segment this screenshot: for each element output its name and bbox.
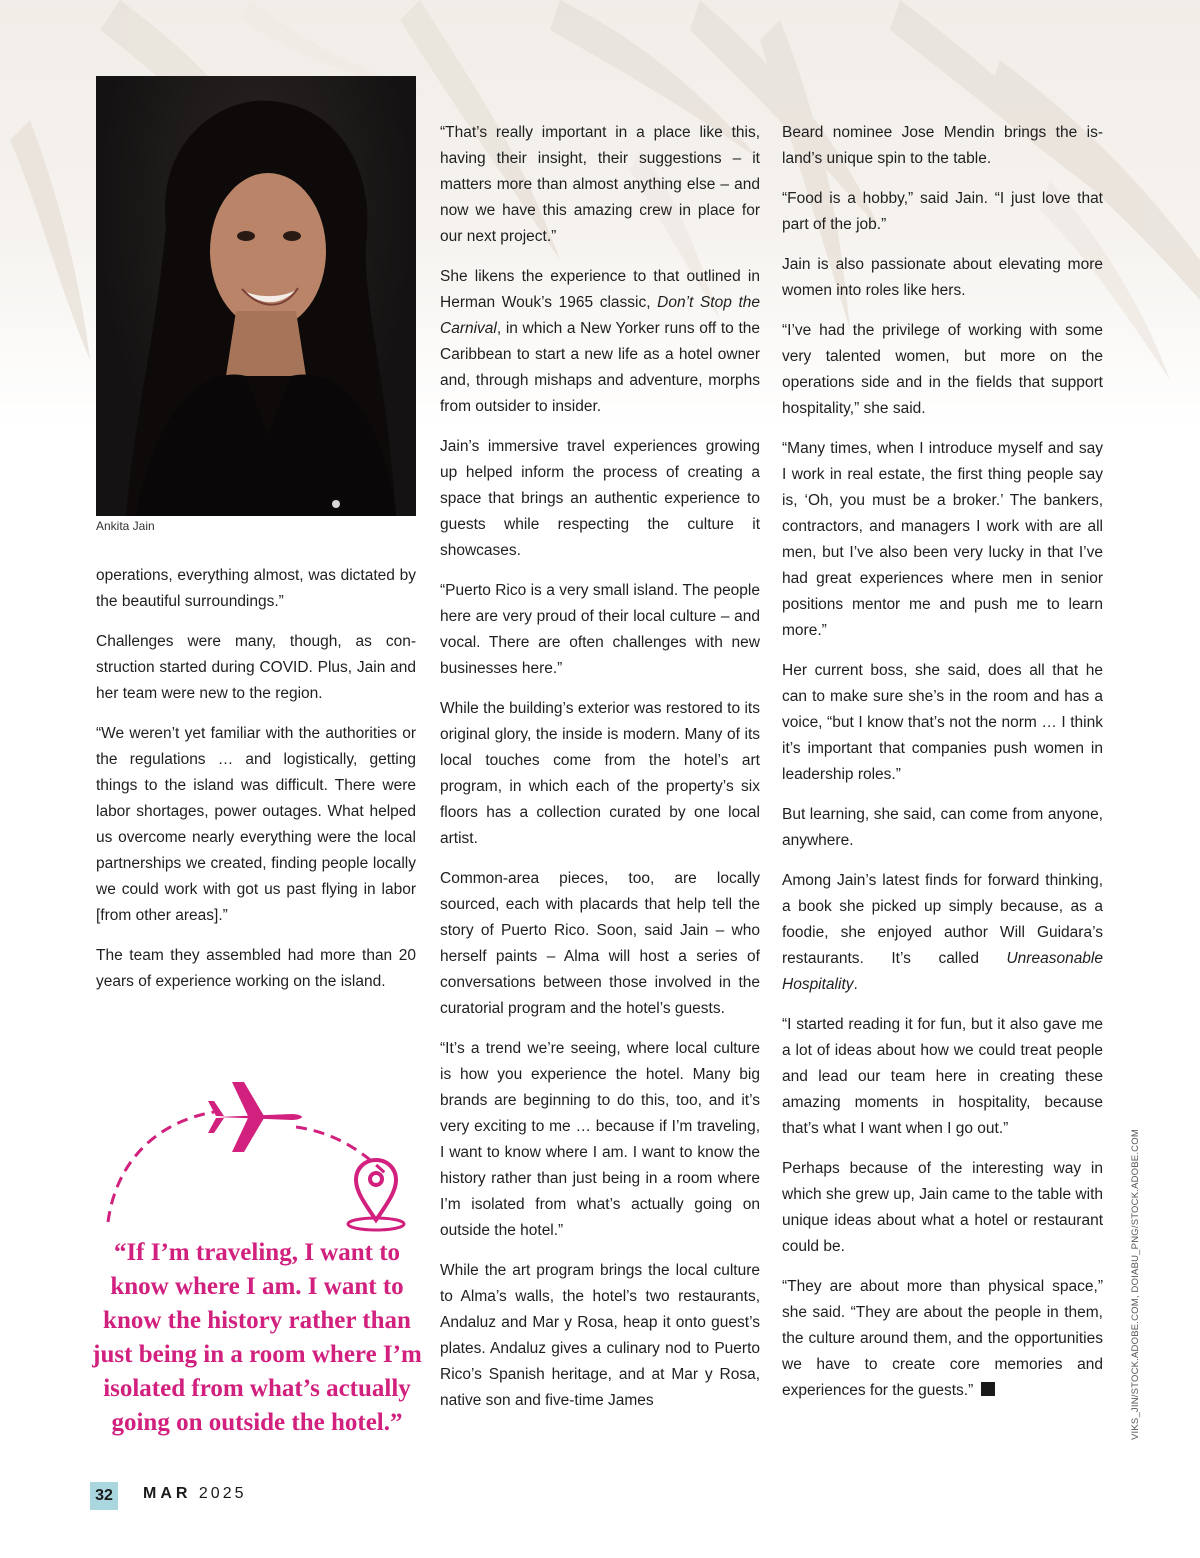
paragraph-text: “They are about more than physical space,” she said. “They are about the people in them, the culture around them, and the opportunities we have to create core memories and experiences for the guests.” bbox=[782, 1278, 1103, 1399]
paragraph: “I’ve had the privilege of working with some very talented women, but more on the operations side and in the fields that support hospitality,” she said. bbox=[782, 322, 1103, 417]
text-column-2 bbox=[440, 120, 760, 1428]
paragraph: Her current boss, she said, does all that he can to make sure she’s in the room and has a voice, “but I know that’s not the norm … I think it’s important that companies push women in leadership roles.” bbox=[782, 662, 1103, 783]
book-title: Don’t Stop the Carnival bbox=[440, 294, 761, 337]
photo-credit bbox=[1130, 1129, 1144, 1440]
paragraph: “It’s a trend we’re seeing, where local culture is how you experience the hotel. Many big brands are beginning to do this, too, and it’s very exciting to me … because if I’m traveling, I want to know where I am. I want to know the history rather than just being in a room where I’m isolated from what’s actually going on outside the hotel.” bbox=[440, 1040, 760, 1239]
pull-quote: “If I’m traveling, I want to know where I am. I want to know the history rather than just being in a room where I’m isolated from what’s actually going on outside the hotel.” bbox=[92, 1239, 422, 1436]
text-column-3 bbox=[782, 120, 1103, 1418]
text-column-1 bbox=[96, 563, 416, 1009]
issue-year: 2025 bbox=[198, 1485, 247, 1502]
paragraph: Common-area pieces, too, are locally sourced, each with placards that help tell the story of Puerto Rico. Soon, said Jain – who herself paints – Alma will host a series of conversations between those involved in the curatorial program and the hotel’s guests. bbox=[440, 870, 760, 1017]
paragraph: “Food is a hobby,” said Jain. “I just love that part of the job.” bbox=[782, 190, 1103, 233]
paragraph: Jain is also passionate about elevating more women into roles like hers. bbox=[782, 256, 1103, 299]
paragraph bbox=[440, 264, 760, 420]
paragraph: The team they assembled had more than 20 years of experience working on the island. bbox=[96, 947, 416, 990]
paragraph: Beard nominee Jose Mendin brings the island’s unique spin to the table. bbox=[782, 124, 1103, 167]
location-pin-icon bbox=[348, 1160, 404, 1230]
paragraph: “Many times, when I introduce myself and say I work in real estate, the first thing people say is, ‘Oh, you must be a broker.’ The bankers, contractors, and managers I work with are all men, but I’ve also been very lucky in that I’ve had great experiences where men in senior positions mentor me and push me to learn more.” bbox=[782, 440, 1103, 639]
paragraph bbox=[782, 1274, 1103, 1404]
paragraph: Perhaps because of the interesting way in which she grew up, Jain came to the table with unique ideas about what a hotel or restaurant could be. bbox=[782, 1160, 1103, 1255]
airplane-icon bbox=[208, 1082, 302, 1152]
flight-path-graphic bbox=[96, 1072, 416, 1237]
paragraph: Jain’s immersive travel experiences growing up helped inform the process of creating a space that brings an authentic experience to guests while respecting the culture it showcases. bbox=[440, 438, 760, 559]
photo-caption: Ankita Jain bbox=[96, 519, 155, 533]
portrait-photo bbox=[96, 76, 416, 516]
paragraph-text: . bbox=[853, 976, 858, 993]
paragraph: But learning, she said, can come from anyone, anywhere. bbox=[782, 806, 1103, 849]
paragraph: While the building’s exterior was restored to its original glory, the inside is modern. Many of its local touches come from the hotel’s art program, in which each of the property’s six floors has a collection curated by one local artist. bbox=[440, 700, 760, 847]
paragraph: “I started reading it for fun, but it also gave me a lot of ideas about how we could treat people and lead our team here in creating these amazing moments in hospitality, because that’s what I want when I go out.” bbox=[782, 1016, 1103, 1137]
paragraph: “That’s really important in a place like this, having their insight, their suggestions – it matters more than almost anything else – and now we have this amazing crew in place for our next project.” bbox=[440, 124, 760, 245]
paragraph: While the art program brings the local culture to Alma’s walls, the hotel’s two restaurants, Andaluz and Mar y Rosa, heap it onto guest’s plates. Andaluz gives a culinary nod to Puerto Rico’s Spanish heritage, and at Mar y Rosa, native son and five-time James bbox=[440, 1262, 760, 1409]
paragraph-text: Among Jain’s latest finds for forward thinking, a book she picked up simply because, as a foodie, she enjoyed author Will Guidara’s restaurants. It’s called bbox=[782, 872, 1103, 967]
issue-date bbox=[143, 1485, 246, 1503]
paragraph-text: , in which a New Yorker runs off to the Caribbean to start a new life as a hotel owner and, through mishaps and adventure, morphs from outsider to insider. bbox=[440, 320, 760, 415]
page-number: 32 bbox=[90, 1482, 118, 1510]
paragraph-text: She likens the experience to that outlined in Herman Wouk’s 1965 classic, bbox=[440, 268, 760, 311]
paragraph bbox=[782, 868, 1103, 998]
paragraph: operations, everything almost, was dictated by the beautiful surroundings.” bbox=[96, 567, 416, 610]
end-mark-icon bbox=[981, 1382, 995, 1396]
issue-month: MAR bbox=[143, 1485, 192, 1502]
paragraph: Challenges were many, though, as construction started during COVID. Plus, Jain and her team were new to the region. bbox=[96, 633, 416, 702]
paragraph: “We weren’t yet familiar with the authorities or the regulations … and logistically, getting things to the island was difficult. There were labor shortages, power outages. What helped us overcome nearly everything were the local partnerships we created, finding people locally we could work with got us past flying in labor [from other areas].” bbox=[96, 725, 416, 924]
photo-credit-text: VIKS_JIN/STOCK.ADOBE.COM, DOIABU_PNG/STOCK.ADOBE.COM bbox=[1130, 1129, 1141, 1440]
paragraph: “Puerto Rico is a very small island. The people here are very proud of their local culture – and vocal. There are often challenges with new businesses here.” bbox=[440, 582, 760, 677]
book-title: Unreasonable Hospitality bbox=[782, 950, 1103, 993]
